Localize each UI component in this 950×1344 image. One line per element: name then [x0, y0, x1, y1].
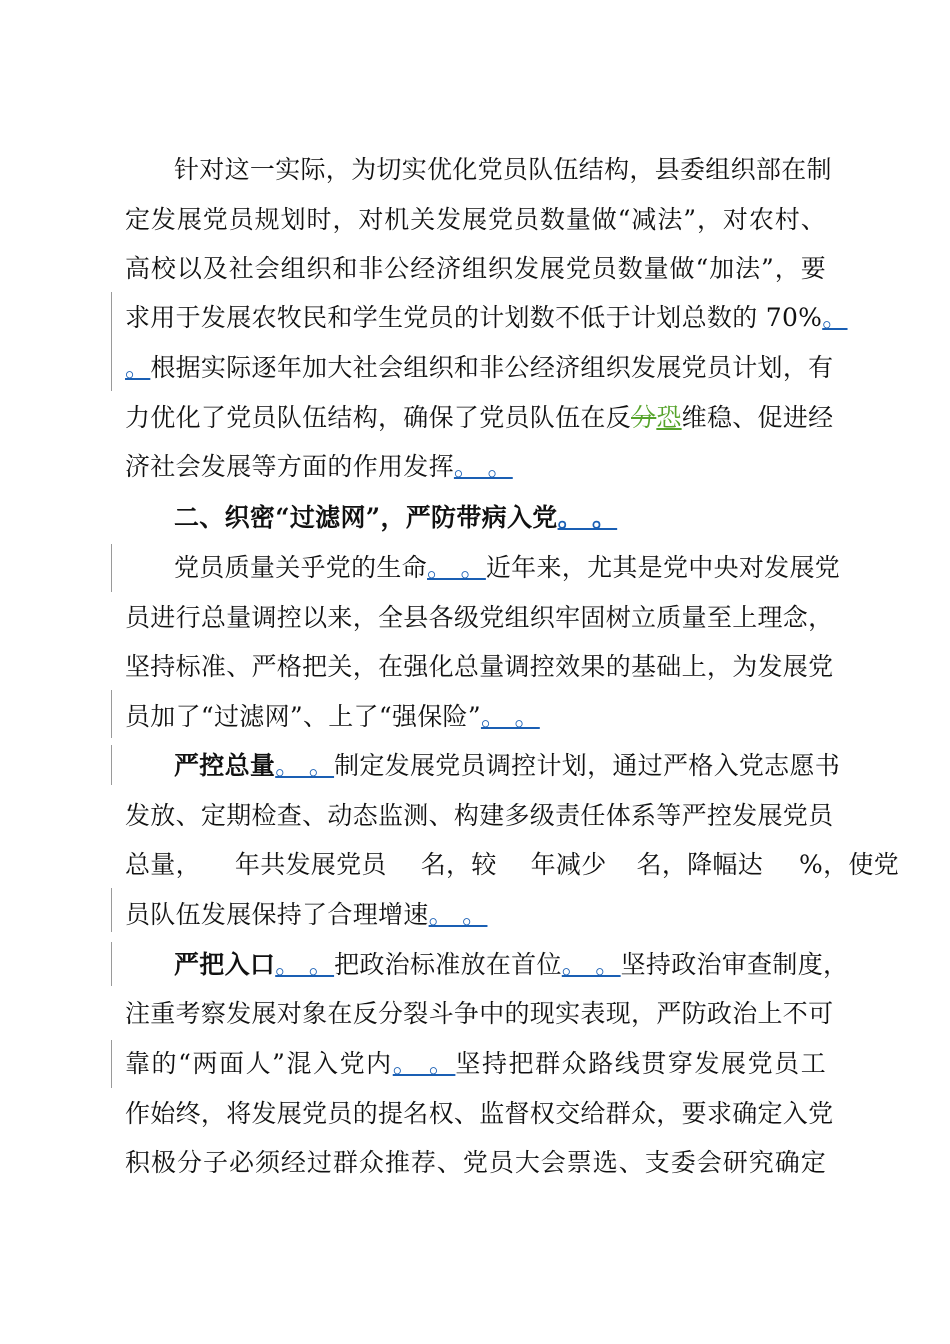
revision-mark: 。 。 [275, 950, 335, 979]
text-run: 年减少 [530, 850, 607, 879]
change-bar [111, 888, 112, 932]
change-bar [111, 1040, 112, 1088]
text-run: 近年来，尤其是党中央对发展党 [485, 553, 841, 582]
text-run: 员进行总量调控以来，全县各级党组织牢固树立质量至上理念， [125, 603, 834, 632]
paragraph-line [125, 593, 834, 643]
change-bar [111, 544, 112, 592]
text-run: 坚持把群众路线贯穿发展党员工 [455, 1049, 826, 1078]
text-run: 制定发展党员调控计划，通过严格入党志愿书 [334, 751, 841, 780]
text-run: 定发展党员规划时，对机关发展党员数量做“减法”，对农村、 [125, 205, 826, 234]
text-run: 坚持标准、严格把关，在强化总量调控效果的基础上，为发展党 [125, 652, 834, 681]
paragraph-line [125, 890, 826, 940]
revision-mark: 。 [125, 353, 151, 382]
section-heading [174, 493, 826, 543]
text-run: 针对这一实际，为切实优化党员队伍结构，县委组织部在制 [174, 155, 832, 184]
text-run: 坚持政治审查制度， [620, 950, 849, 979]
paragraph-line [125, 1039, 826, 1089]
inserted-text: 恐 [656, 403, 682, 432]
text-run: 注重考察发展对象在反分裂斗争中的现实表现，严防政治上不可 [125, 999, 834, 1028]
text-run: 高校以及社会组织和非公经济组织发展党员数量做“加法”，要 [125, 254, 826, 283]
paragraph-line [125, 791, 834, 841]
revision-mark: 。 。 [392, 1049, 456, 1078]
text-run: 济社会发展等方面的作用发挥 [125, 452, 454, 481]
paragraph-line [125, 442, 826, 492]
paragraph-line [125, 840, 900, 890]
text-run: 名，降幅达 [636, 850, 764, 879]
text-run: 党员质量关乎党的生命 [174, 553, 428, 582]
text-run: 力优化了党员队伍结构，确保了党员队伍在反 [125, 403, 632, 432]
change-bar [111, 690, 112, 738]
paragraph-line [174, 145, 832, 195]
change-bar [111, 292, 112, 391]
text-run: 总量， [125, 850, 201, 879]
text-run: 员队伍发展保持了合理增速 [125, 900, 429, 929]
paragraph-line [125, 244, 826, 294]
paragraph-line [125, 989, 834, 1039]
change-bar [111, 942, 112, 986]
revision-mark: 。 。 [275, 751, 335, 780]
text-run: 根据实际逐年加大社会组织和非公经济组织发展党员计划，有 [150, 353, 834, 382]
text-run: 求用于发展农牧民和学生党员的计划数不低于计划总数的 70% [125, 303, 823, 332]
revision-mark: 。 。 [453, 452, 513, 481]
text-run: 维稳、促进经 [681, 403, 834, 432]
revision-mark: 。 。 [427, 553, 486, 582]
paragraph-line [174, 543, 841, 593]
text-run: 把政治标准放在首位 [334, 950, 562, 979]
paragraph-line [125, 642, 834, 692]
paragraph-line [125, 343, 834, 393]
revision-mark: 。 。 [480, 702, 540, 731]
text-run: 年共发展党员 [234, 850, 387, 879]
revision-mark: 。 。 [428, 900, 488, 929]
deleted-text: 分 [631, 403, 657, 432]
paragraph-line [174, 940, 849, 990]
paragraph-line [125, 1089, 834, 1139]
paragraph-line [125, 692, 826, 742]
revision-mark: 。 。 [557, 503, 618, 532]
heading-text: 二、织密“过滤网”，严防带病入党 [174, 503, 558, 532]
change-bar [111, 745, 112, 785]
text-run: 发放、定期检查、动态监测、构建多级责任体系等严控发展党员 [125, 801, 834, 830]
text-run: 作始终，将发展党员的提名权、监督权交给群众，要求确定入党 [125, 1099, 834, 1128]
bold-lead-text: 严把入口 [174, 950, 276, 979]
paragraph-line [125, 293, 848, 343]
bold-lead-text: 严控总量 [174, 751, 276, 780]
paragraph-line [174, 741, 841, 791]
text-run: 名，较 [420, 850, 497, 879]
revision-mark: 。 。 [561, 950, 621, 979]
paragraph-line [125, 393, 834, 443]
revision-mark: 。 [822, 303, 848, 332]
text-run: 靠的“两面人”混入党内 [125, 1049, 393, 1078]
text-run: 员加了“过滤网”、上了“强保险” [125, 702, 481, 731]
paragraph-line [125, 1138, 826, 1188]
text-run: 积极分子必须经过群众推荐、党员大会票选、支委会研究确定 [125, 1148, 826, 1177]
paragraph-line [125, 195, 826, 245]
text-run: %，使党 [799, 850, 900, 879]
